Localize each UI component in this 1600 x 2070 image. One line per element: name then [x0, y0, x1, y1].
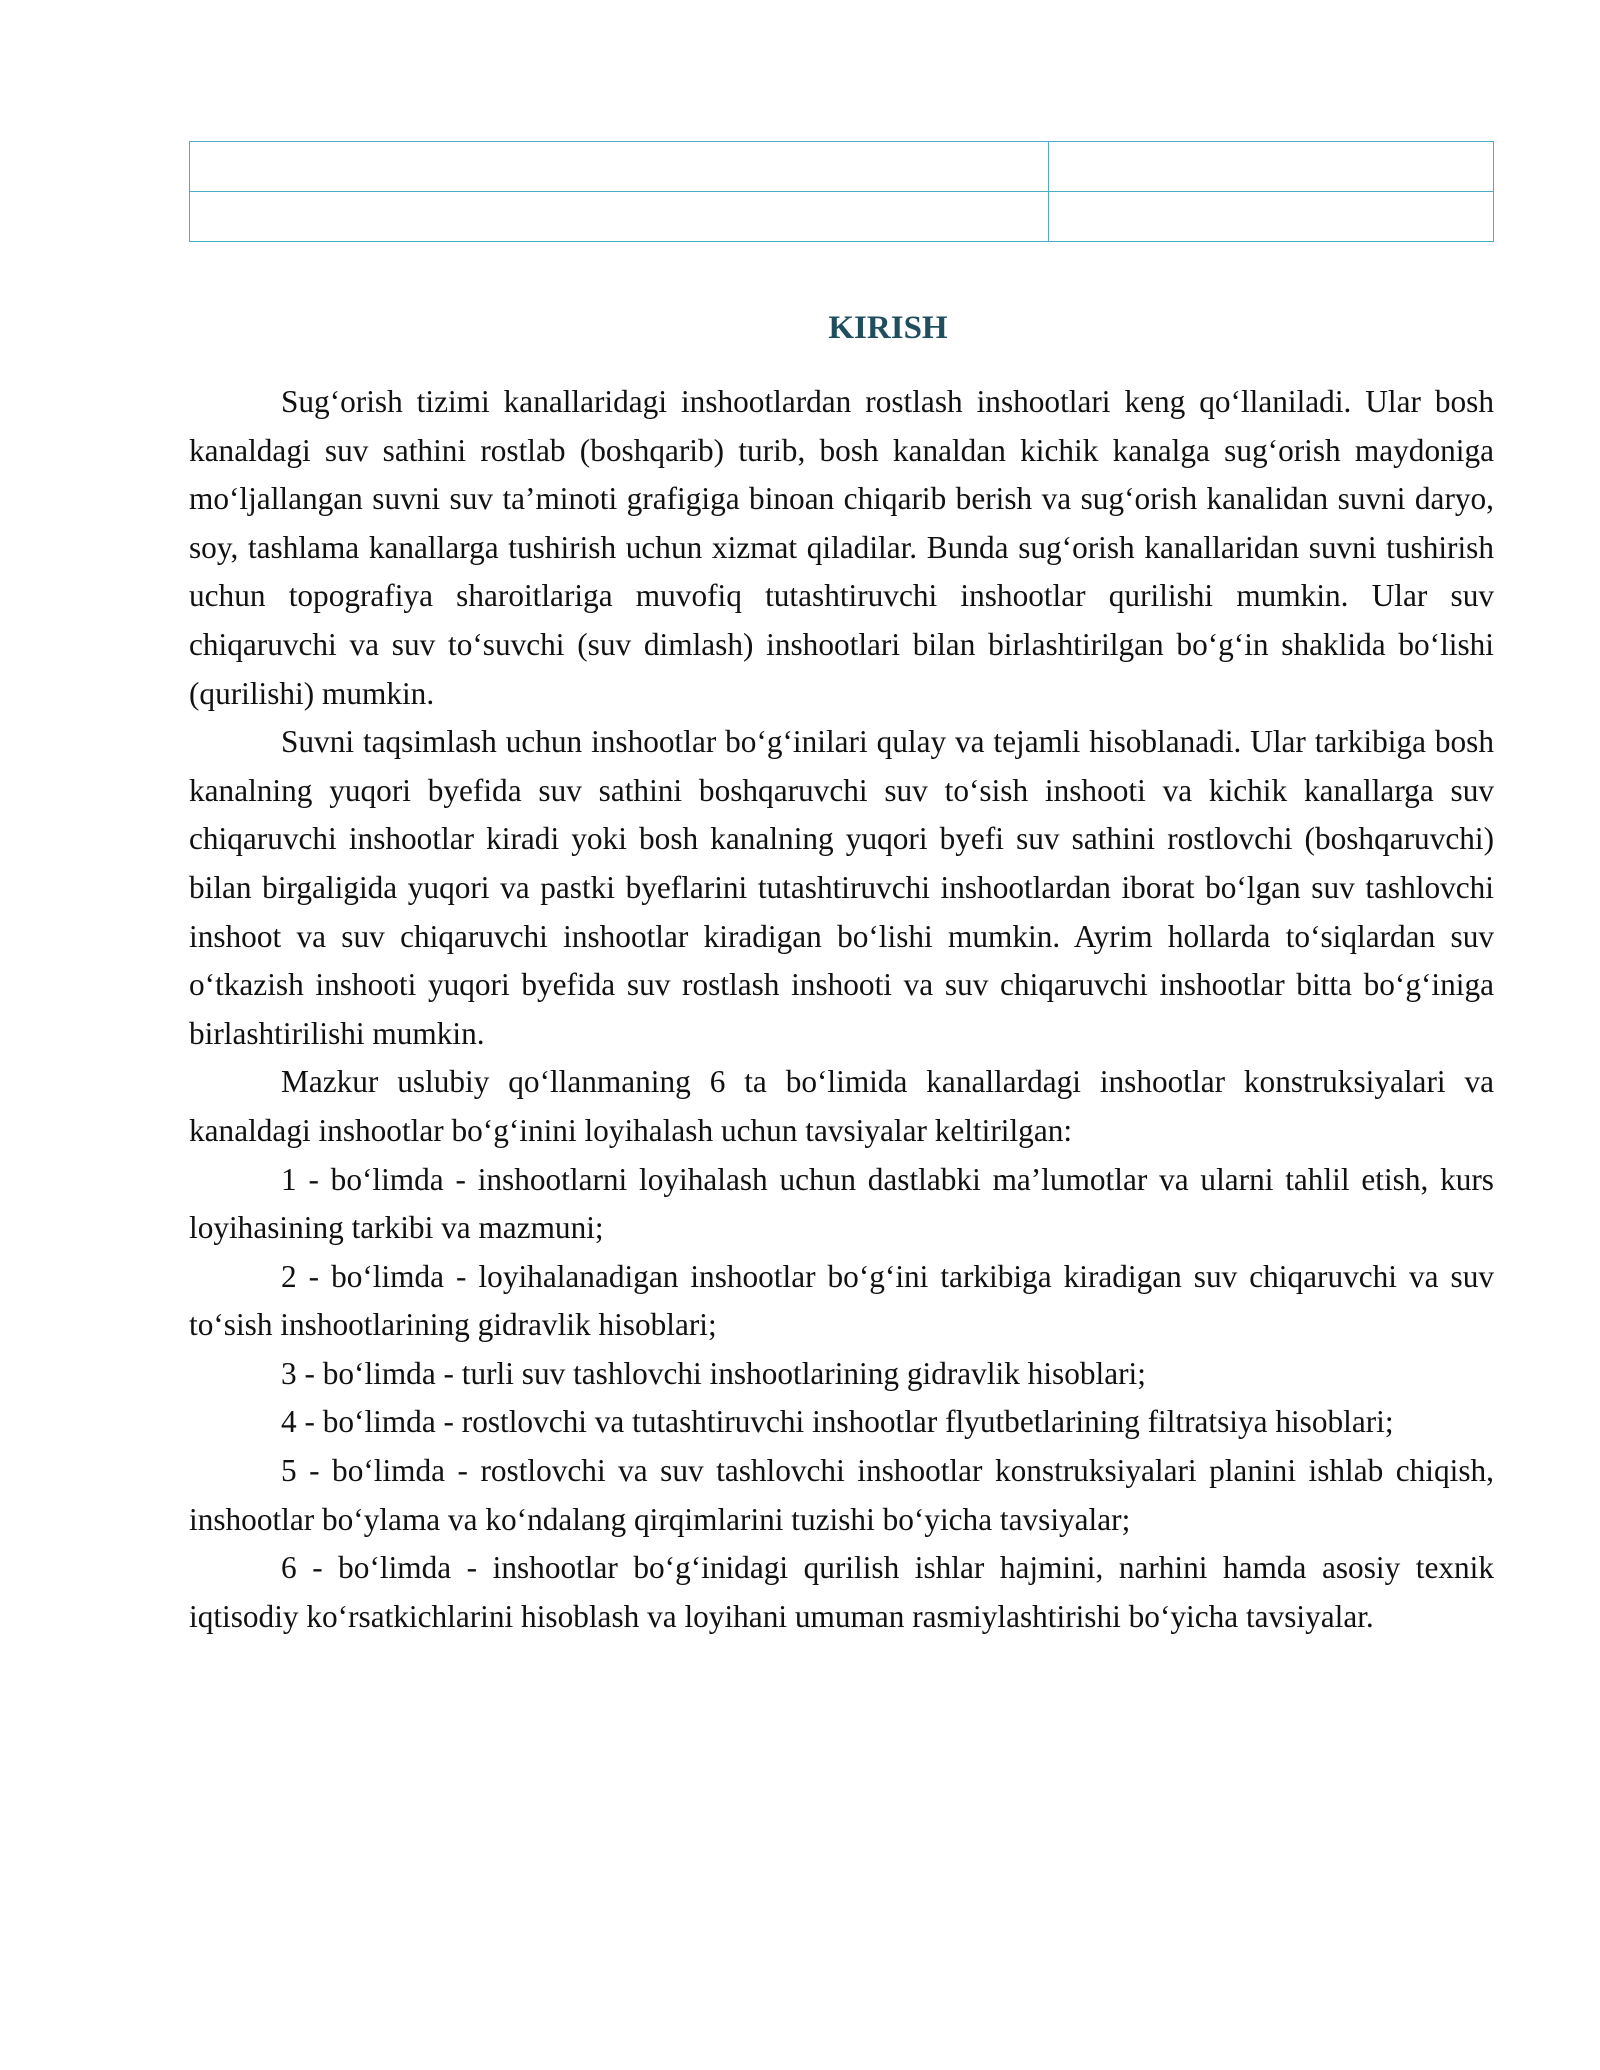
table-row	[190, 192, 1494, 242]
list-item: 1 - bo‘limda - inshootlarni loyihalash uchun dastlabki ma’lumotlar va ularni tahlil etish, kurs loyihasining tarkibi va mazmuni;	[189, 1161, 1494, 1246]
list-item: 6 - bo‘limda - inshootlar bo‘g‘inidagi qurilish ishlar hajmini, narhini hamda asosiy texnik iqtisodiy ko‘rsatkichlarini hisoblash va loyihani umuman rasmiylashtirishi bo‘yicha tavsiyalar.	[189, 1550, 1494, 1634]
list-item: 3 - bo‘limda - turli suv tashlovchi inshootlarining gidravlik hisoblari;	[281, 1355, 1146, 1391]
section-title-wrapper	[0, 304, 1600, 352]
paragraph: Sug‘orish tizimi kanallaridagi inshootlardan rostlash inshootlari keng qo‘llaniladi. Ular bosh kanaldagi suv sathini rostlab (boshqarib) turib, bosh kanaldan kichik kanalga sug‘orish maydoniga mo‘ljallangan suvni suv ta’minoti grafigiga binoan chiqarib berish va sug‘orish kanalidan suvni daryo, soy, tashlama kanallarga tushirish uchun xizmat qiladilar. Bunda sug‘orish kanallaridan suvni tushirish uchun topografiya sharoitlariga muvofiq tutashtiruvchi inshootlar qurilishi mumkin. Ular suv chiqaruvchi va suv to‘suvchi (suv dimlash) inshootlari bilan birlashtirilgan bo‘g‘in shaklida bo‘lishi (qurilishi) mumkin.	[189, 384, 1494, 711]
table-cell	[190, 192, 1049, 242]
list-item: 2 - bo‘limda - loyihalanadigan inshootlar bo‘g‘ini tarkibiga kiradigan suv chiqaruvchi va suv to‘sish inshootlarining gidravlik hisoblari;	[189, 1258, 1494, 1343]
table-row	[190, 142, 1494, 192]
table-cell	[1049, 192, 1494, 242]
list-item: 4 - bo‘limda - rostlovchi va tutashtiruvchi inshootlar flyutbetlarining filtratsiya hisoblari;	[281, 1404, 1394, 1440]
table-cell	[190, 142, 1049, 192]
table-cell	[1049, 142, 1494, 192]
header-table	[189, 141, 1494, 242]
paragraph: Mazkur uslubiy qo‘llanmaning 6 ta bo‘limida kanallardagi inshootlar konstruksiyalari va kanaldagi inshootlar bo‘g‘inini loyihalash uchun tavsiyalar keltirilgan:	[189, 1064, 1494, 1148]
section-title: KIRISH	[828, 310, 948, 346]
paragraph: Suvni taqsimlash uchun inshootlar bo‘g‘inilari qulay va tejamli hisoblanadi. Ular tarkibiga bosh kanalning yuqori byefida suv sathini boshqaruvchi suv to‘sish inshooti va kichik kanallarga suv chiqaruvchi inshootlar kiradi yoki bosh kanalning yuqori byefi suv sathini rostlovchi (boshqaruvchi) bilan birgaligida yuqori va pastki byeflarini tutashtiruvchi inshootlardan iborat bo‘lgan suv tashlovchi inshoot va suv chiqaruvchi inshootlar kiradigan bo‘lishi mumkin. Ayrim hollarda to‘siqlardan suv o‘tkazish inshooti yuqori byefida suv rostlash inshooti va suv chiqaruvchi inshootlar bitta bo‘g‘iniga birlashtirilishi mumkin.	[189, 724, 1494, 1051]
body-text	[189, 378, 1494, 1641]
list-item: 5 - bo‘limda - rostlovchi va suv tashlovchi inshootlar konstruksiyalari planini ishlab chiqish, inshootlar bo‘ylama va ko‘ndalang qirqimlarini tuzishi bo‘yicha tavsiyalar;	[189, 1453, 1494, 1537]
